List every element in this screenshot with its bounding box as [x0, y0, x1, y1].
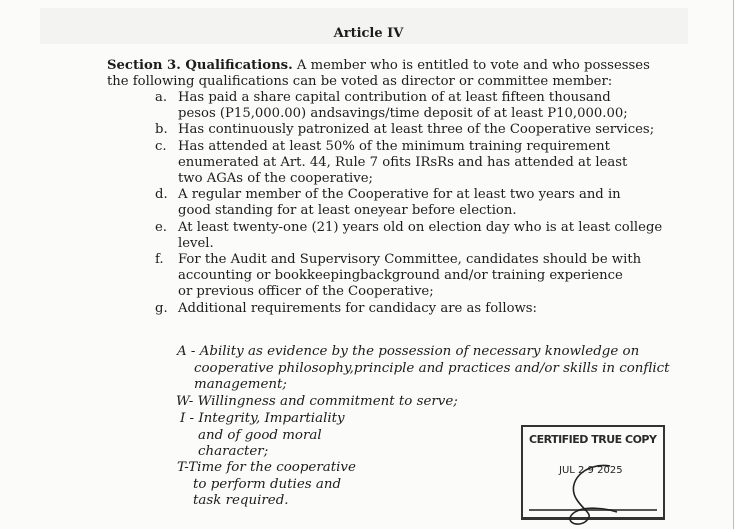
item-label: f.	[155, 252, 164, 268]
stamp-date: JUL 2 9 2025	[559, 465, 623, 476]
item-line: pesos (P15,000.00) andsavings/time deposit of at least P10,000.00;	[178, 106, 628, 122]
qualification-item-g	[155, 301, 662, 317]
item-line: Additional requirements for candidacy are as follows:	[178, 300, 538, 316]
stamp-heading: CERTIFIED TRUE COPY	[529, 433, 657, 446]
requirement-line: task required.	[193, 493, 289, 509]
section-heading: Section 3. Qualifications.	[107, 58, 293, 73]
item-label: d.	[155, 187, 168, 203]
requirement-line: and of good moral	[198, 427, 322, 443]
requirement-ability	[177, 344, 670, 394]
item-line: For the Audit and Supervisory Committee, candidates should be with	[178, 252, 642, 268]
requirement-line: to perform duties and	[193, 476, 342, 492]
requirement-time	[177, 460, 356, 510]
requirement-line: character;	[198, 444, 269, 460]
requirement-line: T-Time for the cooperative	[177, 460, 356, 475]
item-label: g.	[155, 300, 168, 316]
item-line: At least twenty-one (21) years old on election day who is at least college	[178, 219, 663, 235]
intro-line-1: A member who is entitled to vote and who possesses	[292, 58, 650, 73]
requirement-integrity	[180, 411, 345, 461]
qualifications-list	[155, 90, 662, 317]
item-line: A regular member of the Cooperative for at least two years and in	[178, 187, 621, 203]
article-title: Article IV	[333, 26, 404, 41]
section-intro	[107, 58, 650, 90]
item-line: Has attended at least 50% of the minimum training requirement	[178, 138, 610, 154]
item-line: level.	[178, 235, 214, 251]
item-line: Has paid a share capital contribution of at least fifteen thousand	[178, 90, 611, 105]
item-label: b.	[155, 122, 168, 138]
requirement-willingness	[176, 394, 458, 411]
item-line: accounting or bookkeepingbackground and/or training experience	[178, 268, 623, 284]
item-line: two AGAs of the cooperative;	[178, 171, 373, 187]
qualification-item-b	[155, 122, 662, 138]
item-line: or previous officer of the Cooperative;	[178, 284, 434, 300]
page-border	[733, 0, 734, 529]
qualification-item-e	[155, 220, 662, 252]
qualification-item-f	[155, 252, 662, 301]
item-line: Has continuously patronized at least three of the Cooperative services;	[178, 122, 655, 138]
item-line: good standing for at least oneyear before election.	[178, 203, 517, 219]
signature-mark	[555, 462, 625, 529]
item-line: enumerated at Art. 44, Rule 7 ofits IRsRs and has attended at least	[178, 154, 628, 170]
item-label: a.	[155, 90, 168, 105]
requirement-line: W- Willingness and commitment to serve;	[176, 394, 458, 409]
requirement-line: management;	[194, 377, 287, 393]
requirement-line: cooperative philosophy,principle and practices and/or skills in conflict	[194, 360, 670, 376]
item-label: e.	[155, 219, 167, 235]
intro-line-2: the following qualifications can be voted as director or committee member:	[107, 74, 613, 90]
requirement-line: A - Ability as evidence by the possession of necessary knowledge on	[177, 344, 640, 359]
item-label: c.	[155, 138, 167, 154]
requirement-line: I - Integrity, Impartiality	[180, 411, 345, 426]
qualification-item-a	[155, 90, 662, 122]
qualification-item-d	[155, 187, 662, 219]
qualification-item-c	[155, 139, 662, 188]
